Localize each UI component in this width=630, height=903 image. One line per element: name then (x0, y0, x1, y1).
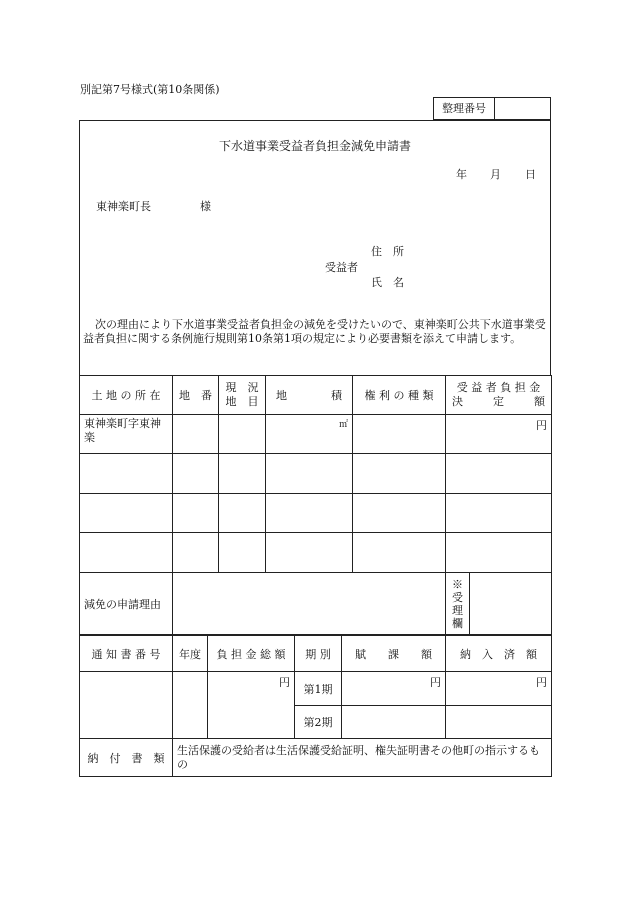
row1-amount[interactable]: 円 (446, 415, 552, 454)
row3-status[interactable] (219, 494, 266, 533)
row2-area[interactable] (266, 454, 353, 494)
period1-assessed[interactable]: 円 (342, 672, 446, 706)
row4-amount[interactable] (446, 533, 552, 573)
header-amount-ketsu: 決 (452, 395, 463, 408)
number-box (433, 97, 551, 120)
period2-label: 第2期 (295, 706, 342, 739)
address-label: 住 所 (371, 245, 404, 258)
table-row (80, 533, 552, 573)
header-paid: 納 入 済 額 (446, 636, 552, 672)
documents-text: 生活保護の受給者は生活保護受給証明、権失証明書その他町の指示するもの (173, 739, 552, 777)
reception-field[interactable] (470, 573, 552, 635)
application-table (79, 375, 552, 635)
addressee-honorific: 様 (200, 200, 211, 213)
row1-status[interactable] (219, 415, 266, 454)
reception-label: ※受理欄 (446, 573, 470, 635)
addressee-name: 東神楽町長 (96, 200, 151, 213)
header-total: 負 担 金 総 額 (208, 636, 295, 672)
header-notice-no: 通 知 書 番 号 (80, 636, 173, 672)
row3-location[interactable] (80, 494, 173, 533)
header-period: 期 別 (295, 636, 342, 672)
header-amount-bottom (452, 395, 545, 409)
row4-area[interactable] (266, 533, 353, 573)
statement-text: 次の理由により下水道事業受益者負担金の減免を受けたいので、東神楽町公共下水道事業受益者負担に関する条例施行規則第10条第1項の規定により必要書類を添えて申請します。 (83, 318, 546, 345)
row4-rights[interactable] (353, 533, 446, 573)
header-status (219, 376, 266, 415)
name-label: 氏 名 (371, 276, 404, 289)
row1-location[interactable]: 東神楽町字東神楽 (80, 415, 173, 454)
row4-status[interactable] (219, 533, 266, 573)
header-assessed: 賦 課 額 (342, 636, 446, 672)
header-amount-gaku: 額 (534, 395, 545, 408)
date-day: 日 (525, 168, 536, 181)
period1-paid[interactable]: 円 (446, 672, 552, 706)
header-lot: 地 番 (173, 376, 219, 415)
notice-table (79, 635, 552, 777)
header-area (266, 376, 353, 415)
reason-label: 減免の申請理由 (80, 573, 173, 635)
applicant-label: 受益者 (325, 261, 358, 274)
reason-input[interactable] (173, 573, 446, 635)
row2-rights[interactable] (353, 454, 446, 494)
row1-lot[interactable] (173, 415, 219, 454)
period1-label: 第1期 (295, 672, 342, 706)
date-month: 月 (490, 168, 501, 181)
date-year: 年 (456, 168, 467, 181)
header-amount-tei: 定 (493, 395, 504, 408)
header-amount (446, 376, 552, 415)
row3-rights[interactable] (353, 494, 446, 533)
header-area-left: 地 (276, 389, 287, 402)
row2-status[interactable] (219, 454, 266, 494)
table-row (80, 454, 552, 494)
header-rights: 権 利 の 種 類 (353, 376, 446, 415)
header-fiscal-year: 年度 (173, 636, 208, 672)
period2-paid[interactable] (446, 706, 552, 739)
row3-lot[interactable] (173, 494, 219, 533)
total-field[interactable]: 円 (208, 672, 295, 739)
row2-location[interactable] (80, 454, 173, 494)
documents-label: 納 付 書 類 (80, 739, 173, 777)
row3-amount[interactable] (446, 494, 552, 533)
number-box-value[interactable] (495, 98, 550, 119)
table-row (80, 494, 552, 533)
row2-amount[interactable] (446, 454, 552, 494)
row3-area[interactable] (266, 494, 353, 533)
header-status-top: 現 況 (225, 381, 259, 394)
notice-no-field[interactable] (80, 672, 173, 739)
header-location: 土 地 の 所 在 (80, 376, 173, 415)
row1-rights[interactable] (353, 415, 446, 454)
row4-location[interactable] (80, 533, 173, 573)
number-box-label: 整理番号 (434, 98, 495, 119)
header-area-right: 積 (331, 389, 342, 402)
form-title: 下水道事業受益者負担金減免申請書 (218, 139, 411, 153)
header-status-bottom: 地 目 (225, 395, 259, 408)
header-amount-top: 受 益 者 負 担 金 (456, 381, 541, 394)
row1-area[interactable]: ㎡ (266, 415, 353, 454)
form-caption: 別記第7号様式(第10条関係) (80, 83, 220, 96)
period2-assessed[interactable] (342, 706, 446, 739)
row2-lot[interactable] (173, 454, 219, 494)
fiscal-year-field[interactable] (173, 672, 208, 739)
row4-lot[interactable] (173, 533, 219, 573)
